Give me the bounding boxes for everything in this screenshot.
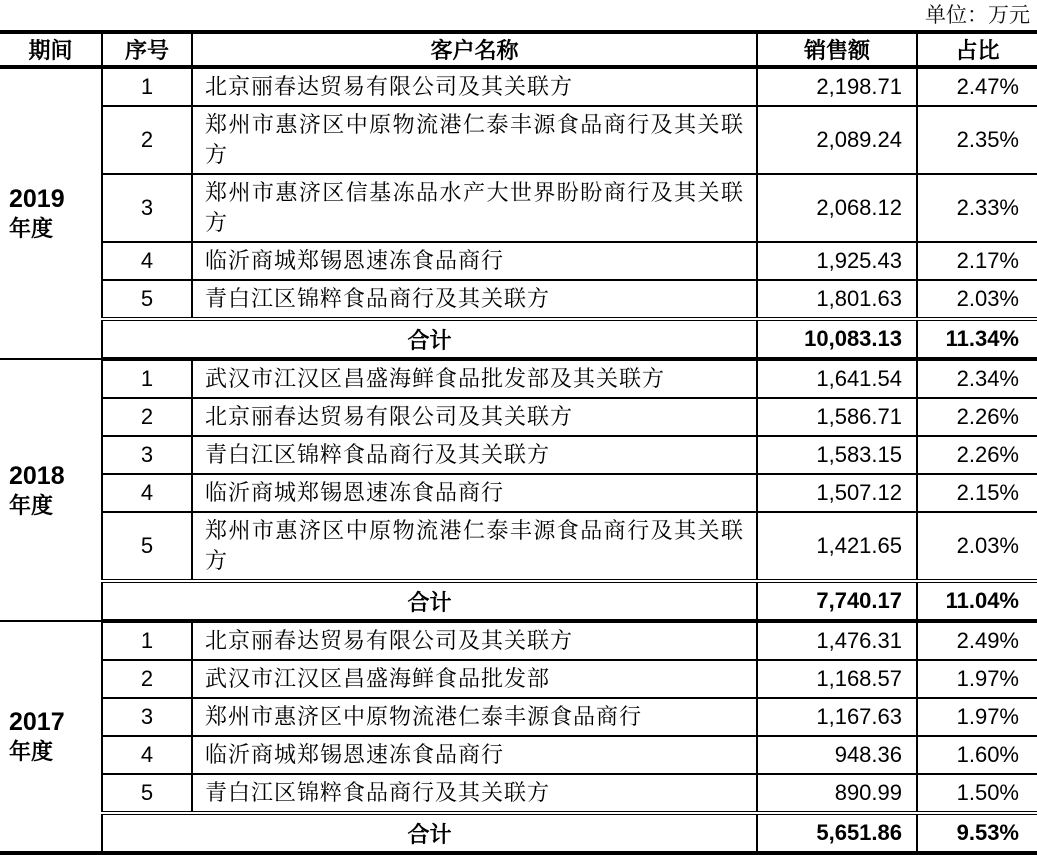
column-header: 期间 xyxy=(0,32,102,67)
row-number-cell: 4 xyxy=(102,474,192,512)
column-header: 客户名称 xyxy=(192,32,757,67)
table-row xyxy=(0,398,1037,436)
row-number-cell: 5 xyxy=(102,774,192,813)
period-year-label: 2017 xyxy=(9,708,65,736)
header-row xyxy=(0,32,1037,67)
sales-cell: 948.36 xyxy=(757,736,917,774)
row-number-cell: 3 xyxy=(102,698,192,736)
customer-name-cell: 郑州市惠济区信基冻品水产大世界盼盼商行及其关联方 xyxy=(192,174,757,242)
row-number-cell: 3 xyxy=(102,174,192,242)
sales-cell: 1,421.65 xyxy=(757,512,917,581)
ratio-cell: 2.47% xyxy=(917,67,1037,106)
row-number-cell: 4 xyxy=(102,242,192,280)
unit-label: 单位：万元 xyxy=(925,3,1030,27)
sales-cell: 1,801.63 xyxy=(757,280,917,319)
table-row xyxy=(0,698,1037,736)
row-number-cell: 3 xyxy=(102,436,192,474)
ratio-cell: 2.03% xyxy=(917,512,1037,581)
total-sales-cell: 5,651.86 xyxy=(757,813,917,853)
column-header: 序号 xyxy=(102,32,192,67)
total-label-cell: 合计 xyxy=(102,319,757,359)
period-cell xyxy=(0,621,102,853)
sales-cell: 1,641.54 xyxy=(757,359,917,398)
table-row xyxy=(0,67,1037,106)
customer-name-cell: 临沂商城郑锡恩速冻食品商行 xyxy=(192,474,757,512)
customer-name-cell: 青白江区锦粹食品商行及其关联方 xyxy=(192,774,757,813)
period-suffix-label: 年度 xyxy=(9,216,54,241)
table-row xyxy=(0,242,1037,280)
ratio-cell: 1.97% xyxy=(917,660,1037,698)
column-header: 销售额 xyxy=(757,32,917,67)
ratio-cell: 2.33% xyxy=(917,174,1037,242)
sales-cell: 1,925.43 xyxy=(757,242,917,280)
row-number-cell: 2 xyxy=(102,106,192,174)
table-row xyxy=(0,106,1037,174)
ratio-cell: 2.03% xyxy=(917,280,1037,319)
total-row xyxy=(0,581,1037,621)
customer-name-cell: 郑州市惠济区中原物流港仁泰丰源食品商行 xyxy=(192,698,757,736)
year-section xyxy=(0,67,1037,359)
total-row xyxy=(0,319,1037,359)
period-year-label: 2019 xyxy=(9,185,65,213)
customer-name-cell: 郑州市惠济区中原物流港仁泰丰源食品商行及其关联方 xyxy=(192,106,757,174)
total-sales-cell: 10,083.13 xyxy=(757,319,917,359)
year-section xyxy=(0,621,1037,853)
row-number-cell: 2 xyxy=(102,398,192,436)
sales-cell: 890.99 xyxy=(757,774,917,813)
ratio-cell: 2.34% xyxy=(917,359,1037,398)
total-ratio-cell: 11.04% xyxy=(917,581,1037,621)
customer-name-cell: 武汉市江汉区昌盛海鲜食品批发部及其关联方 xyxy=(192,359,757,398)
total-label-cell: 合计 xyxy=(102,813,757,853)
ratio-cell: 2.26% xyxy=(917,436,1037,474)
sales-cell: 1,583.15 xyxy=(757,436,917,474)
sales-cell: 1,586.71 xyxy=(757,398,917,436)
customer-name-cell: 北京丽春达贸易有限公司及其关联方 xyxy=(192,398,757,436)
ratio-cell: 1.60% xyxy=(917,736,1037,774)
table-row xyxy=(0,280,1037,319)
sales-cell: 1,167.63 xyxy=(757,698,917,736)
customer-name-cell: 北京丽春达贸易有限公司及其关联方 xyxy=(192,67,757,106)
total-ratio-cell: 9.53% xyxy=(917,813,1037,853)
row-number-cell: 1 xyxy=(102,67,192,106)
customer-name-cell: 临沂商城郑锡恩速冻食品商行 xyxy=(192,736,757,774)
period-year-label: 2018 xyxy=(9,461,65,490)
table-row xyxy=(0,174,1037,242)
sales-cell: 2,089.24 xyxy=(757,106,917,174)
period-cell xyxy=(0,67,102,359)
ratio-cell: 2.35% xyxy=(917,106,1037,174)
top-customers-table xyxy=(0,30,1037,855)
customer-name-cell: 郑州市惠济区中原物流港仁泰丰源食品商行及其关联方 xyxy=(192,512,757,581)
ratio-cell: 2.17% xyxy=(917,242,1037,280)
total-label-cell: 合计 xyxy=(102,581,757,621)
row-number-cell: 5 xyxy=(102,512,192,581)
total-row xyxy=(0,813,1037,853)
period-suffix-label: 年度 xyxy=(9,492,54,518)
table-row xyxy=(0,474,1037,512)
ratio-cell: 1.97% xyxy=(917,698,1037,736)
sales-cell: 1,168.57 xyxy=(757,660,917,698)
period-suffix-label: 年度 xyxy=(9,739,54,764)
ratio-cell: 2.49% xyxy=(917,621,1037,660)
table-row xyxy=(0,512,1037,581)
ratio-cell: 2.15% xyxy=(917,474,1037,512)
row-number-cell: 5 xyxy=(102,280,192,319)
table-row xyxy=(0,774,1037,813)
table-row xyxy=(0,736,1037,774)
sales-cell: 1,507.12 xyxy=(757,474,917,512)
customer-name-cell: 青白江区锦粹食品商行及其关联方 xyxy=(192,280,757,319)
customer-name-cell: 临沂商城郑锡恩速冻食品商行 xyxy=(192,242,757,280)
table-row xyxy=(0,359,1037,398)
sales-cell: 2,068.12 xyxy=(757,174,917,242)
table-row xyxy=(0,660,1037,698)
ratio-cell: 1.50% xyxy=(917,774,1037,813)
table-header xyxy=(0,32,1037,67)
sales-cell: 1,476.31 xyxy=(757,621,917,660)
total-sales-cell: 7,740.17 xyxy=(757,581,917,621)
ratio-cell: 2.26% xyxy=(917,398,1037,436)
year-section xyxy=(0,359,1037,621)
period-cell xyxy=(0,359,102,621)
row-number-cell: 1 xyxy=(102,621,192,660)
row-number-cell: 1 xyxy=(102,359,192,398)
customer-name-cell: 武汉市江汉区昌盛海鲜食品批发部 xyxy=(192,660,757,698)
customer-name-cell: 青白江区锦粹食品商行及其关联方 xyxy=(192,436,757,474)
table-row xyxy=(0,621,1037,660)
total-ratio-cell: 11.34% xyxy=(917,319,1037,359)
sales-cell: 2,198.71 xyxy=(757,67,917,106)
row-number-cell: 2 xyxy=(102,660,192,698)
customer-name-cell: 北京丽春达贸易有限公司及其关联方 xyxy=(192,621,757,660)
column-header: 占比 xyxy=(917,32,1037,67)
table-row xyxy=(0,436,1037,474)
row-number-cell: 4 xyxy=(102,736,192,774)
